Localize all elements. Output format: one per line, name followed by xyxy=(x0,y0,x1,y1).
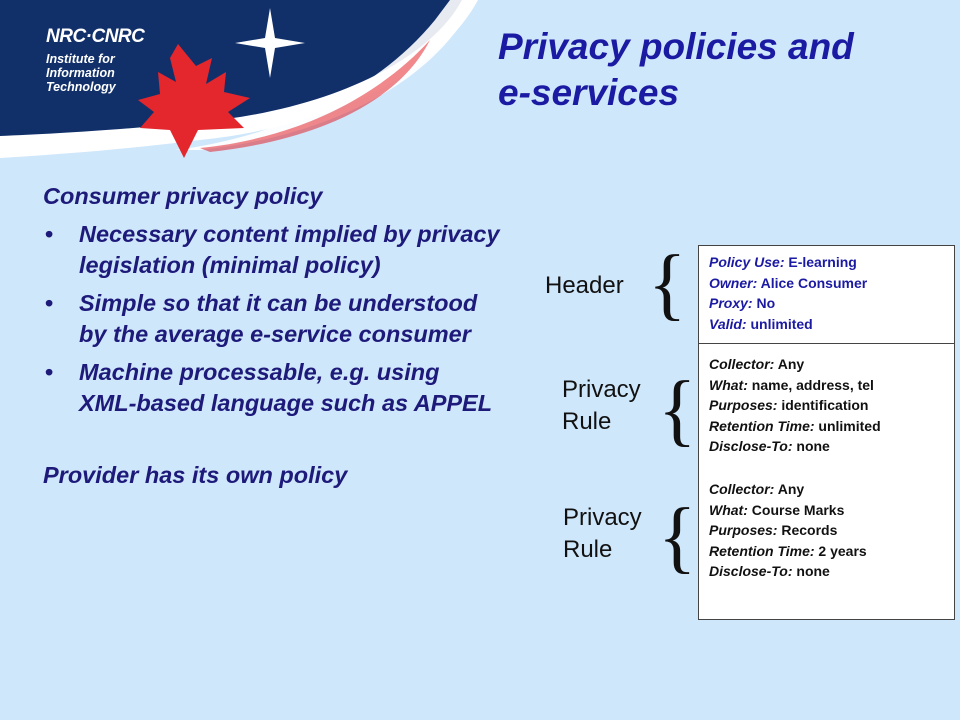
field-value: Any xyxy=(777,481,805,497)
rule-label-line: Rule xyxy=(563,536,613,563)
field-value: Any xyxy=(777,356,805,372)
rule-field xyxy=(709,479,867,500)
privacy-rule-label-2 xyxy=(563,502,642,566)
bullet-text: Necessary content implied by privacy legislation (minimal policy) xyxy=(79,220,500,278)
field-key: Collector: xyxy=(709,356,775,372)
policy-header-block xyxy=(709,252,867,334)
header-label: Header xyxy=(545,272,624,299)
policy-field xyxy=(709,273,867,294)
rule-field xyxy=(709,561,867,582)
header-divider xyxy=(699,343,954,344)
field-value: none xyxy=(796,438,830,455)
rule-label-line: Privacy xyxy=(563,504,642,531)
bullet-marker: • xyxy=(45,220,54,247)
title-line-2: e-services xyxy=(498,72,680,113)
field-value: E-learning xyxy=(788,254,857,270)
rule-field xyxy=(709,541,867,562)
slide-title xyxy=(498,24,938,116)
rule-label-line: Privacy xyxy=(562,376,641,403)
field-value: name, address, tel xyxy=(751,376,874,393)
field-key: Owner: xyxy=(709,274,758,291)
rule2-brace: { xyxy=(658,493,697,581)
field-key: Purposes: xyxy=(709,397,778,414)
bullet-text: Simple so that it can be understood by the average e-service consumer xyxy=(79,289,478,347)
logo-text: NRC·CNRC xyxy=(46,26,145,47)
privacy-rule-label-1 xyxy=(562,374,641,438)
field-key: What: xyxy=(709,501,748,518)
field-value: Course Marks xyxy=(751,501,845,518)
field-value: unlimited xyxy=(750,315,813,332)
bullet-item xyxy=(43,219,503,282)
field-value: 2 years xyxy=(818,542,867,559)
institute-name xyxy=(46,52,156,94)
field-key: Disclose-To: xyxy=(709,563,793,580)
field-key: Retention Time: xyxy=(709,542,815,559)
policy-box xyxy=(698,245,955,620)
content-heading: Consumer privacy policy xyxy=(43,183,323,209)
field-value: No xyxy=(756,295,776,312)
bullet-marker: • xyxy=(45,289,54,316)
field-value: identification xyxy=(781,397,869,414)
field-key: Purposes: xyxy=(709,522,778,539)
rule-label-line: Rule xyxy=(562,408,612,435)
field-value: Records xyxy=(781,522,838,539)
content-footer: Provider has its own policy xyxy=(43,461,348,488)
institute-line: Technology xyxy=(46,80,116,94)
rule-field xyxy=(709,436,881,457)
field-key: Retention Time: xyxy=(709,417,815,434)
policy-field xyxy=(709,314,867,335)
title-line-1: Privacy policies and xyxy=(498,26,854,67)
rule-field xyxy=(709,520,867,541)
bullet-item xyxy=(43,288,503,351)
field-key: Disclose-To: xyxy=(709,438,793,455)
field-key: What: xyxy=(709,376,748,393)
institute-line: Institute for xyxy=(46,52,115,66)
bullet-text: Machine processable, e.g. using XML-based language such as APPEL xyxy=(79,358,493,416)
policy-field xyxy=(709,293,867,314)
nrc-logo xyxy=(46,26,156,94)
institute-line: Information xyxy=(46,66,115,80)
rule-field xyxy=(709,395,881,416)
bullet-list xyxy=(43,219,503,420)
field-key: Proxy: xyxy=(709,295,753,312)
field-key: Valid: xyxy=(709,315,747,332)
privacy-rule-block-1 xyxy=(709,354,881,457)
field-value: none xyxy=(796,563,830,580)
field-value: Alice Consumer xyxy=(760,274,868,291)
field-key: Policy Use: xyxy=(709,254,785,270)
header-brace: { xyxy=(648,240,687,328)
rule-field xyxy=(709,375,881,396)
slide-content xyxy=(43,181,503,491)
bullet-item xyxy=(43,357,503,420)
rule-field xyxy=(709,354,881,375)
field-value: unlimited xyxy=(818,417,881,434)
rule-field xyxy=(709,416,881,437)
rule-field xyxy=(709,500,867,521)
privacy-rule-block-2 xyxy=(709,479,867,582)
rule1-brace: { xyxy=(658,366,697,454)
field-key: Collector: xyxy=(709,481,775,497)
policy-field xyxy=(709,252,867,273)
bullet-marker: • xyxy=(45,358,54,385)
